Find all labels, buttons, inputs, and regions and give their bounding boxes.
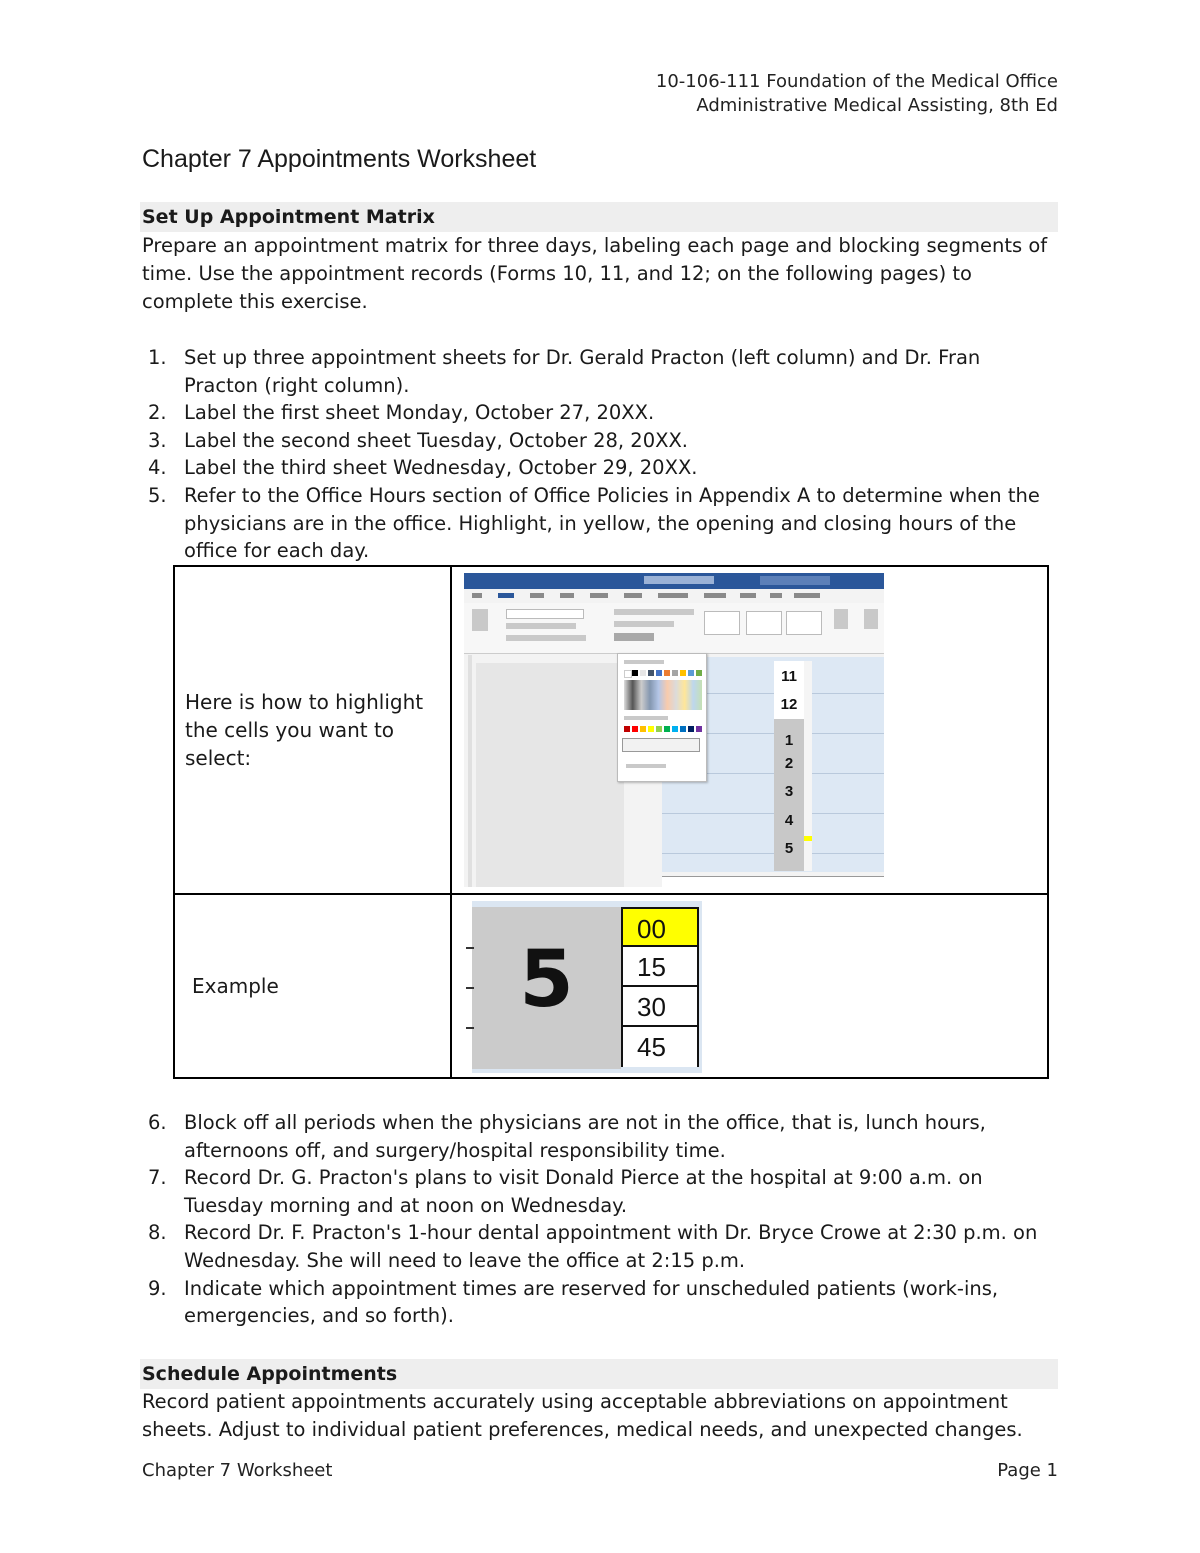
demo-label-highlight: Here is how to highlight the cells you want to select: — [174, 566, 451, 894]
steps-list-a — [142, 344, 1058, 565]
minute-cell: 30 — [623, 987, 697, 1027]
list-item — [142, 344, 1058, 399]
header-course: 10-106-111 Foundation of the Medical Office — [655, 71, 1058, 92]
example-minute-column — [621, 907, 699, 1067]
footer-left: Chapter 7 Worksheet — [142, 1460, 333, 1481]
hour-label: 5 — [784, 840, 794, 857]
list-number: 4. — [148, 456, 167, 480]
steps-list-b — [142, 1109, 1058, 1330]
list-number: 6. — [148, 1111, 167, 1134]
list-number: 8. — [148, 1221, 167, 1245]
list-text: Refer to the Office Hours section of Office Policies in Appendix A to determine when the physicians are in the office. Highlight, in yellow, the opening and closing hours of the office for each day. — [184, 483, 1040, 563]
list-text: Set up three appointment sheets for Dr. Gerald Practon (left column) and Dr. Fran Practon (right column). — [184, 346, 981, 397]
word-screenshot — [464, 573, 884, 887]
list-item — [142, 1164, 1058, 1219]
word-status-bar — [662, 876, 884, 887]
word-navigation-pane — [476, 663, 624, 887]
list-number: 9. — [148, 1276, 167, 1300]
hour-label: 4 — [784, 812, 794, 829]
header-book: Administrative Medical Assisting, 8th Ed — [696, 95, 1058, 116]
list-text: Label the third sheet Wednesday, October 29, 20XX. — [184, 456, 698, 480]
list-item — [142, 1219, 1058, 1274]
ruler-tick — [466, 1027, 474, 1029]
minute-cell: 45 — [623, 1027, 697, 1067]
list-item — [142, 427, 1058, 455]
ruler-tick — [466, 987, 474, 989]
demo-label-example: Example — [174, 894, 451, 1078]
section-heading-schedule: Schedule Appointments — [140, 1359, 1058, 1389]
word-left-ruler — [468, 655, 472, 887]
highlighted-minute-cell — [804, 836, 812, 841]
list-text: Label the first sheet Monday, October 27, 20XX. — [184, 401, 655, 425]
section-heading-setup: Set Up Appointment Matrix — [140, 202, 1058, 232]
word-search-box — [760, 576, 830, 585]
section-intro-schedule: Record patient appointments accurately using acceptable abbreviations on appointment sheets. Adjust to individual patient preferences, medical needs, and unexpected changes. — [142, 1390, 1023, 1441]
minute-cell: 15 — [623, 947, 697, 987]
list-item — [142, 454, 1058, 482]
list-text: Record Dr. F. Practon's 1-hour dental appointment with Dr. Bryce Crowe at 2:30 p.m. on Wednesday. She will need to leave the office at 2:15 p.m. — [184, 1221, 1038, 1272]
section-intro-setup: Prepare an appointment matrix for three days, labeling each page and blocking segments of time. Use the appointment records (Forms 10, 11, and 12; on the following pages) to complete this exercise. — [142, 234, 1048, 313]
hour-label: 2 — [784, 755, 794, 772]
list-item — [142, 1109, 1058, 1164]
list-text: Label the second sheet Tuesday, October 28, 20XX. — [184, 428, 689, 452]
demo-table — [173, 565, 1049, 1079]
page-title: Chapter 7 Appointments Worksheet — [142, 145, 537, 173]
list-text: Record Dr. G. Practon's plans to visit Donald Pierce at the hospital at 9:00 a.m. on Tuesday morning and at noon on Wednesday. — [184, 1166, 983, 1217]
list-number: 1. — [148, 346, 167, 369]
list-text: Indicate which appointment times are reserved for unscheduled patients (work-ins, emergencies, and so forth). — [184, 1276, 999, 1328]
example-time-block — [466, 901, 726, 1073]
demo-screenshot-cell — [451, 566, 1048, 894]
example-hour-label: 5 — [519, 935, 574, 1025]
demo-example-cell — [451, 894, 1048, 1078]
footer-page-number: Page 1 — [997, 1460, 1058, 1481]
hour-label: 12 — [780, 696, 798, 713]
color-palette-dropdown — [617, 653, 707, 782]
word-ribbon-tabs — [464, 589, 884, 603]
list-item — [142, 399, 1058, 427]
word-title-text — [644, 576, 714, 584]
list-number: 3. — [148, 428, 167, 452]
list-item — [142, 482, 1058, 565]
list-number: 5. — [148, 483, 167, 507]
ruler-tick — [466, 947, 474, 949]
hour-label: 11 — [781, 668, 797, 685]
list-number: 7. — [148, 1166, 167, 1190]
hour-label: 3 — [784, 783, 794, 800]
hour-label: 1 — [784, 732, 794, 749]
list-number: 2. — [148, 401, 167, 425]
list-item — [142, 1275, 1058, 1330]
minute-cell-highlighted: 00 — [623, 907, 697, 947]
word-ribbon — [464, 603, 884, 654]
list-text: Block off all periods when the physicians are not in the office, that is, lunch hours, afternoons off, and surgery/hospital responsibility time. — [184, 1111, 986, 1162]
